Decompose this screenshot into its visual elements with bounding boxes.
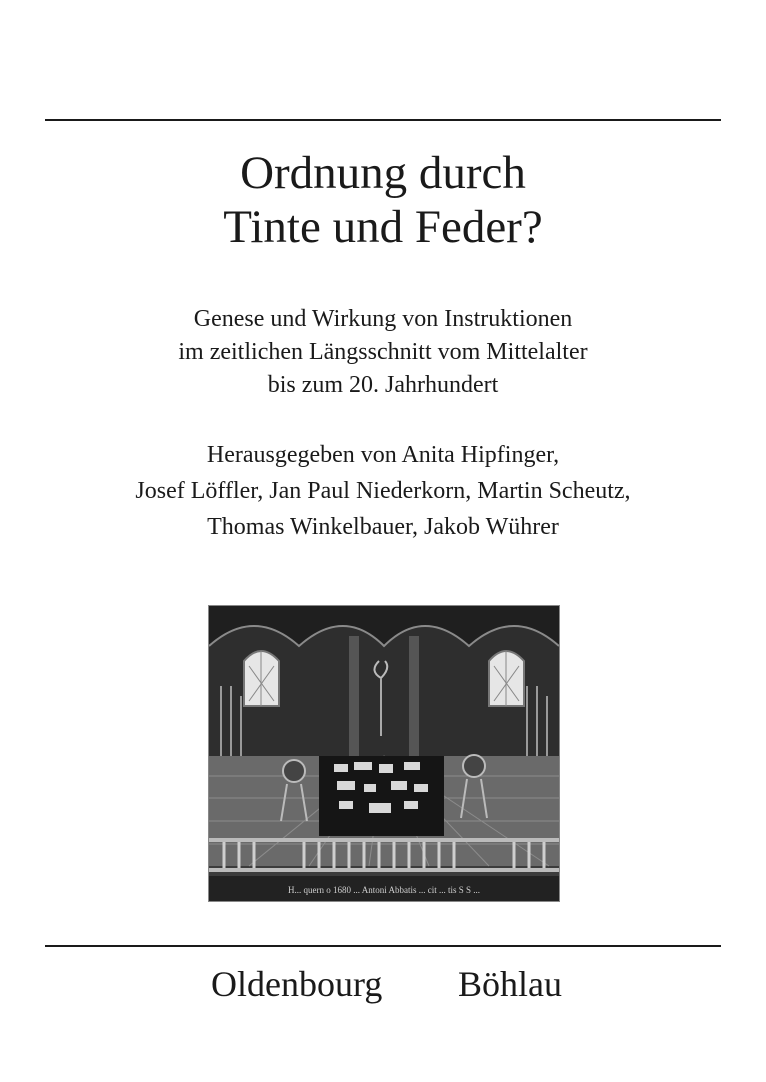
book-title — [0, 146, 766, 254]
publishers — [0, 962, 766, 1012]
cover-illustration — [208, 605, 560, 902]
publisher-oldenbourg: Oldenbourg — [211, 964, 383, 1004]
subtitle-line-2: im zeitlichen Längsschnitt vom Mittelalter — [178, 339, 588, 365]
title-line-1: Ordnung durch — [240, 147, 526, 199]
title-line-2: Tinte und Feder? — [223, 201, 543, 253]
subtitle-line-1: Genese und Wirkung von Instruktionen — [193, 306, 573, 332]
editors-line-3: Thomas Winkelbauer, Jakob Wührer — [207, 514, 559, 540]
book-subtitle — [0, 303, 766, 402]
publisher-boehlau: Böhlau — [458, 964, 562, 1004]
bottom-rule — [45, 945, 721, 947]
top-rule — [45, 119, 721, 121]
subtitle-line-3: bis zum 20. Jahrhundert — [267, 372, 499, 398]
editors-line-1: Herausgegeben von Anita Hipfinger, — [206, 442, 560, 468]
archive-room-painting — [209, 606, 559, 901]
illustration-caption: H... quern o 1680 ... Antoni Abbatis ... cit ... tis S S ... — [287, 885, 481, 895]
editors-line-2: Josef Löffler, Jan Paul Niederkorn, Martin Scheutz, — [135, 478, 631, 504]
editors — [0, 437, 766, 545]
